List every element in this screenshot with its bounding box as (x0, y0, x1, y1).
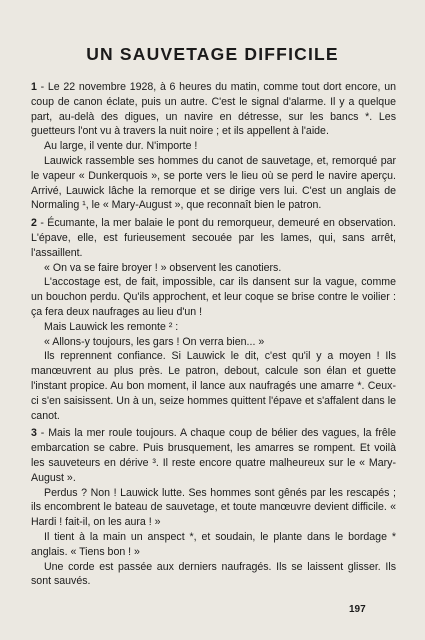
paragraph-text: - Écumante, la mer balaie le pont du remorqueur, demeuré en observation. L'épave, elle, est furieusement secouée par les lames, qui, sans arrêt, l'assaillent. (31, 217, 396, 259)
page-title: UN SAUVETAGE DIFFICILE (86, 44, 339, 64)
section-2-paragraph-6: Ils reprennent confiance. Si Lauwick le dit, c'est qu'il y a moyen ! Ils manœuvrent au plus près. Le patron, debout, calcule son élan et guette l'instant propice. Au bon moment, il lance aux naufragés une amarre *. Ceux-ci s'en saisissent. Un à un, seize hommes quittent l'épave et s'affalent dans le canot. (31, 350, 396, 422)
section-2-paragraph-4: Mais Lauwick les remonte ² : (44, 320, 179, 333)
section-2-paragraph-1 (31, 216, 396, 260)
section-1-paragraph-3: Lauwick rassemble ses hommes du canot de sauvetage, et, remorqué par le vapeur « Dunkerquois », se porte vers le lieu où se perd le navire aperçu. Arrivé, Lauwick lâche la remorque et se dirige vers lui. C'est un anglais de Normaling ¹, le « Mary-August », que reconnaît bien le patron. (31, 154, 396, 212)
section-number: 2 (31, 217, 37, 230)
section-1-paragraph-2: Au large, il vente dur. N'importe ! (44, 140, 198, 153)
section-1-paragraph-1 (31, 80, 396, 139)
paragraph-text: - Mais la mer roule toujours. A chaque coup de bélier des vagues, la frêle embarcation se cabre. Puis brusquement, les amarres se rompent. Et voilà les sauveteurs en dérive ³. Il reste encore quatre malheureux sur le « Mary-August ». (31, 427, 396, 484)
section-3-paragraph-1 (31, 426, 396, 485)
section-2-paragraph-3: L'accostage est, de fait, impossible, car ils dansent sur la vague, comme un bouchon perdu. Qu'ils approchent, et leur coque se brise contre le voilier : ça fera deux naufrages au lieu d'un ! (31, 276, 396, 318)
text-body (31, 80, 396, 589)
section-3-paragraph-3: Il tient à la main un anspect *, et soudain, le plante dans le bordage * anglais. « Tiens bon ! » (31, 530, 396, 558)
section-number: 1 (31, 81, 37, 93)
section-3-paragraph-4: Une corde est passée aux derniers naufragés. Ils se laissent glisser. Ils sont sauvés. (31, 560, 396, 588)
section-3-paragraph-2: Perdus ? Non ! Lauwick lutte. Ses hommes sont gênés par les rescapés ; ils encombrent le bateau de sauvetage, et toute manœuvre devient difficile. « Hardi ! fait-il, on les aura ! » (31, 486, 396, 529)
section-2-paragraph-2: « On va se faire broyer ! » observent les canotiers. (44, 261, 282, 274)
section-2-paragraph-5: « Allons-y toujours, les gars ! On verra bien... » (44, 335, 265, 348)
page-number: 197 (349, 604, 366, 615)
paragraph-text: - Le 22 novembre 1928, à 6 heures du matin, comme tout dort encore, un coup de canon éclate, puis un autre. C'est le signal d'alarme. Il y a quelque part, au-delà des digues, un navire en détresse, sur les bancs *. Les guetteurs l'ont vu à travers la nuit noire ; et ils appellent à l'aide. (31, 81, 397, 138)
section-number: 3 (31, 427, 37, 440)
